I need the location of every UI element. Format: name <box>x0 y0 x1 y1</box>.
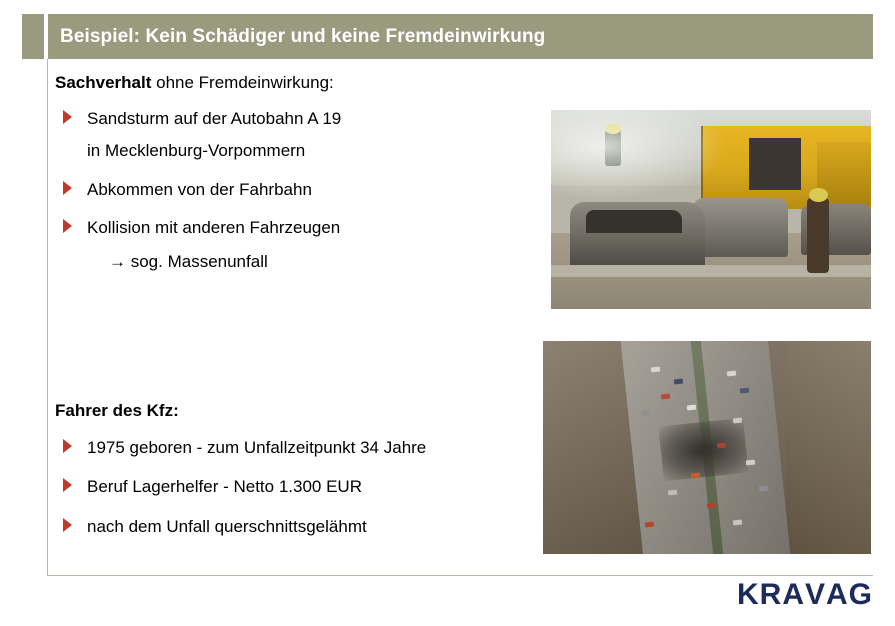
triangle-bullet-icon <box>63 219 72 233</box>
logo-text-part1: KRA <box>736 578 805 611</box>
section-fahrer-lead <box>55 400 535 422</box>
photo-top-burnt-car-2 <box>692 198 788 258</box>
list-item <box>55 474 535 500</box>
slide-title-bar <box>48 14 873 59</box>
list-item <box>55 106 535 165</box>
triangle-bullet-icon <box>63 110 72 124</box>
section-fahrer-lead-bold: Fahrer des Kfz: <box>55 401 179 420</box>
title-accent-bar <box>22 14 44 59</box>
photo-top-burnt-car-1-window <box>586 210 682 234</box>
burnt-vehicles-firefighters-photo <box>551 110 871 309</box>
triangle-bullet-icon <box>63 181 72 195</box>
page-title: Beispiel: Kein Schädiger und keine Fremdeinwirkung <box>60 25 546 47</box>
section-fahrer <box>55 400 535 540</box>
list-item-subnote: → sog. Massenunfall <box>109 252 268 272</box>
photo-top-canvas <box>551 110 871 309</box>
sachverhalt-bullet-list <box>55 106 535 276</box>
photo-bottom-haze <box>543 341 871 554</box>
list-item-text: Sandsturm auf der Autobahn A 19 <box>87 109 342 129</box>
list-item-continuation: in Mecklenburg-Vorpommern <box>87 141 306 161</box>
section-sachverhalt-lead-rest: ohne Fremdeinwirkung: <box>151 73 334 92</box>
list-item <box>55 177 535 203</box>
list-item <box>55 514 535 540</box>
list-item <box>55 215 535 276</box>
triangle-bullet-icon <box>63 439 72 453</box>
logo-text-part2: V <box>804 578 826 611</box>
aerial-motorway-pileup-photo <box>543 341 871 554</box>
photo-top-smoke <box>551 110 727 200</box>
triangle-bullet-icon <box>63 478 72 492</box>
photo-bottom-canvas <box>543 341 871 554</box>
list-item-text: Beruf Lagerhelfer - Netto 1.300 EUR <box>87 477 362 497</box>
triangle-bullet-icon <box>63 518 72 532</box>
section-sachverhalt-lead-bold: Sachverhalt <box>55 73 152 92</box>
list-item-text: Kollision mit anderen Fahrzeugen <box>87 218 341 238</box>
section-sachverhalt <box>55 72 535 276</box>
list-item-text: nach dem Unfall querschnittsgelähmt <box>87 516 367 536</box>
logo-text-part3: AG <box>826 578 873 611</box>
section-sachverhalt-lead <box>55 72 535 94</box>
list-item <box>55 435 535 461</box>
photo-top-firefighter-2 <box>807 198 829 274</box>
list-item-text: 1975 geboren - zum Unfallzeitpunkt 34 Jahre <box>87 438 427 458</box>
photo-top-truck-opening <box>749 138 800 190</box>
fahrer-bullet-list <box>55 435 535 540</box>
photo-top-firefighter-2-helmet <box>809 188 828 202</box>
list-item-text: Abkommen von der Fahrbahn <box>87 179 312 199</box>
kravag-logo <box>737 578 873 612</box>
